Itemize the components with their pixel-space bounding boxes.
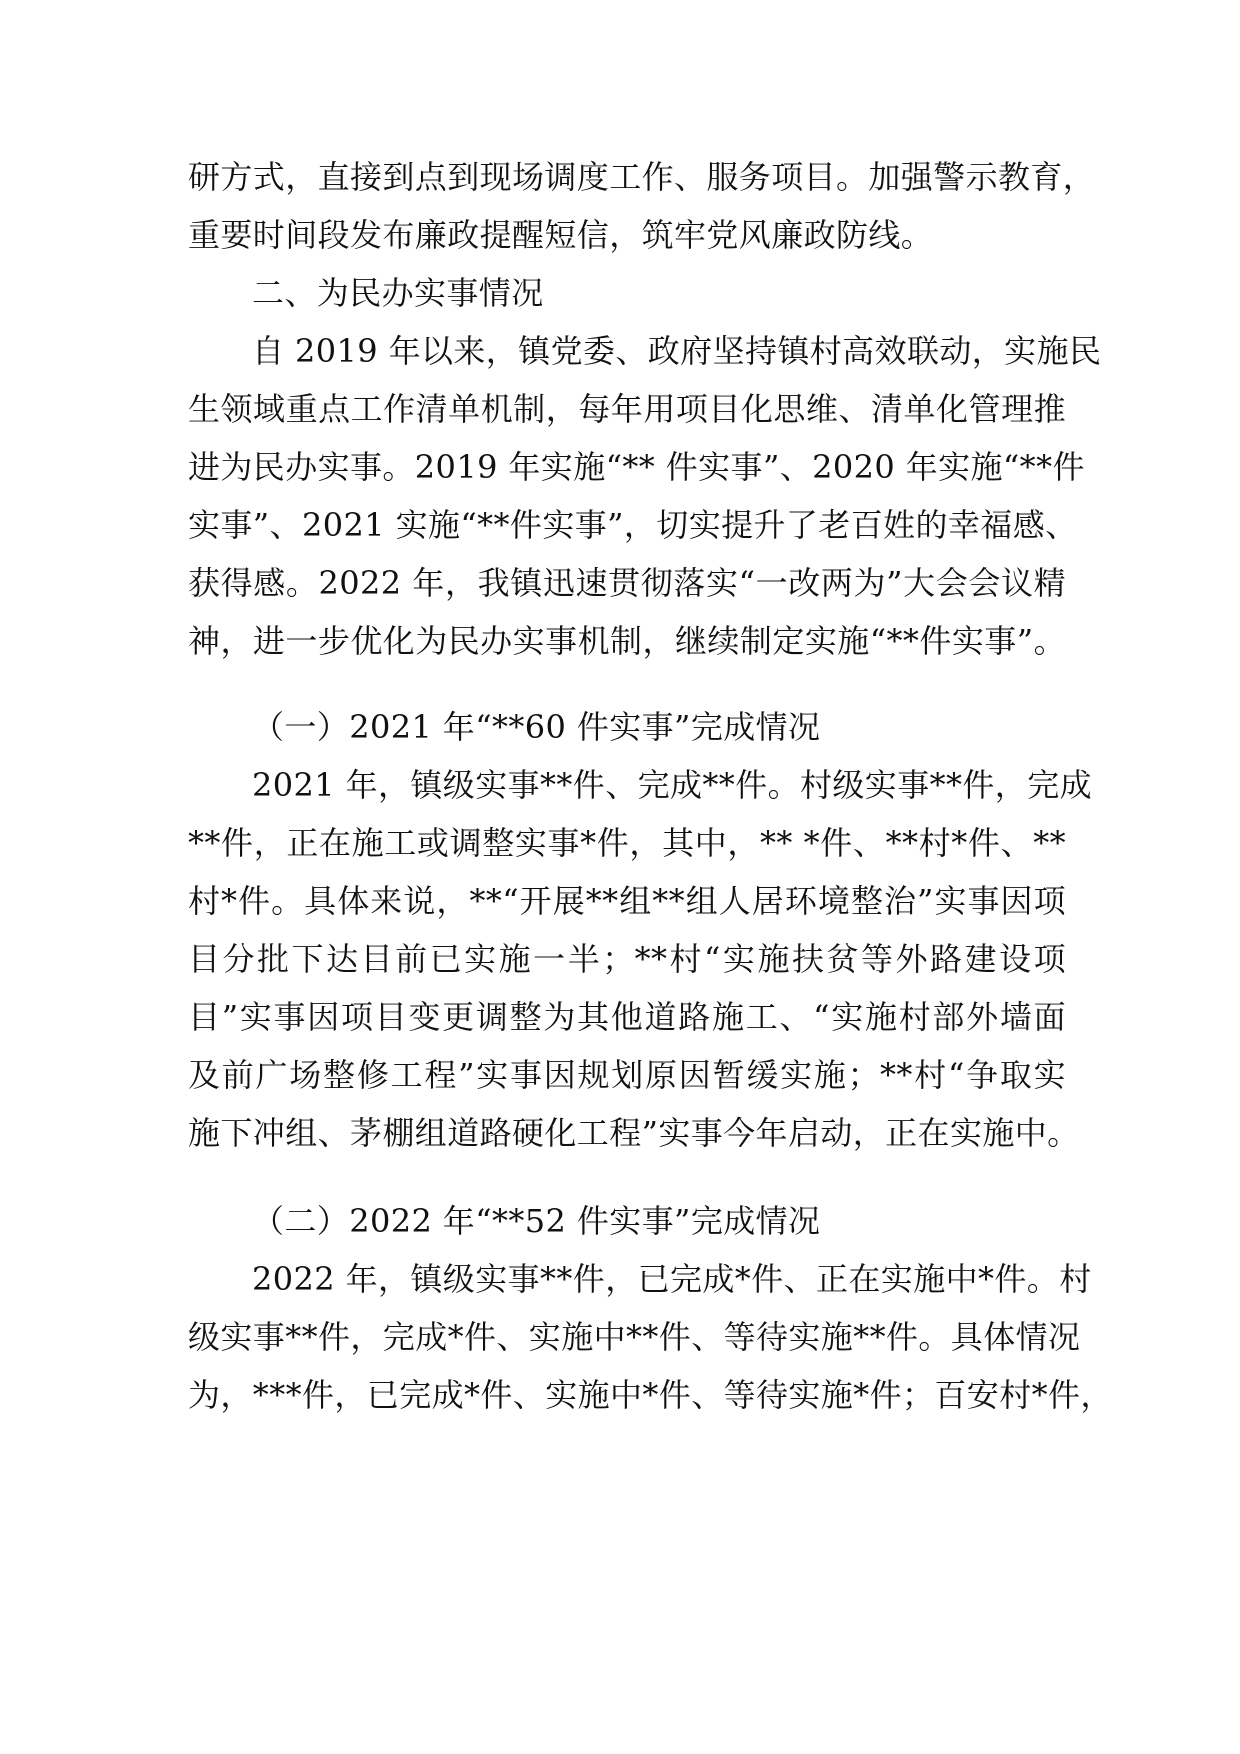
subsection-heading: （二）2022 年“**52 件实事”完成情况	[252, 1202, 821, 1240]
text-line: 2022 年，镇级实事**件，已完成*件、正在实施中*件。村	[252, 1260, 1092, 1298]
text-line: 研方式，直接到点到现场调度工作、服务项目。加强警示教育，	[188, 158, 1096, 196]
text-line: 目分批下达目前已实施一半；**村“实施扶贫等外路建设项	[188, 940, 1066, 978]
text-line: 施下冲组、茅棚组道路硬化工程”实事今年启动，正在实施中。	[188, 1114, 1080, 1152]
text-line: 为，***件，已完成*件、实施中*件、等待实施*件；百安村*件，	[188, 1376, 1113, 1414]
text-line: 神，进一步优化为民办实事机制，继续制定实施“**件实事”。	[188, 622, 1066, 660]
section-heading: 二、为民办实事情况	[252, 274, 544, 312]
text-line: 2021 年，镇级实事**件、完成**件。村级实事**件，完成	[252, 766, 1093, 804]
subsection-heading: （一）2021 年“**60 件实事”完成情况	[252, 708, 821, 746]
text-line: 实事”、2021 实施“**件实事”，切实提升了老百姓的幸福感、	[188, 506, 1078, 544]
text-line: 获得感。2022 年，我镇迅速贯彻落实“一改两为”大会会议精	[188, 564, 1066, 602]
text-line: **件，正在施工或调整实事*件，其中，** *件、**村*件、**	[188, 824, 1066, 862]
text-line: 生领域重点工作清单机制，每年用项目化思维、清单化管理推	[188, 390, 1066, 428]
text-line: 村*件。具体来说，**“开展**组**组人居环境整治”实事因项	[188, 882, 1066, 920]
text-line: 级实事**件，完成*件、实施中**件、等待实施**件。具体情况	[188, 1318, 1081, 1356]
text-line: 进为民办实事。2019 年实施“** 件实事”、2020 年实施“**件	[188, 448, 1085, 486]
text-line: 目”实事因项目变更调整为其他道路施工、“实施村部外墙面	[188, 998, 1066, 1036]
text-line: 及前广场整修工程”实事因规划原因暂缓实施；**村“争取实	[188, 1056, 1066, 1094]
text-line: 重要时间段发布廉政提醒短信，筑牢党风廉政防线。	[188, 216, 934, 254]
text-line: 自 2019 年以来，镇党委、政府坚持镇村高效联动，实施民	[252, 332, 1102, 370]
